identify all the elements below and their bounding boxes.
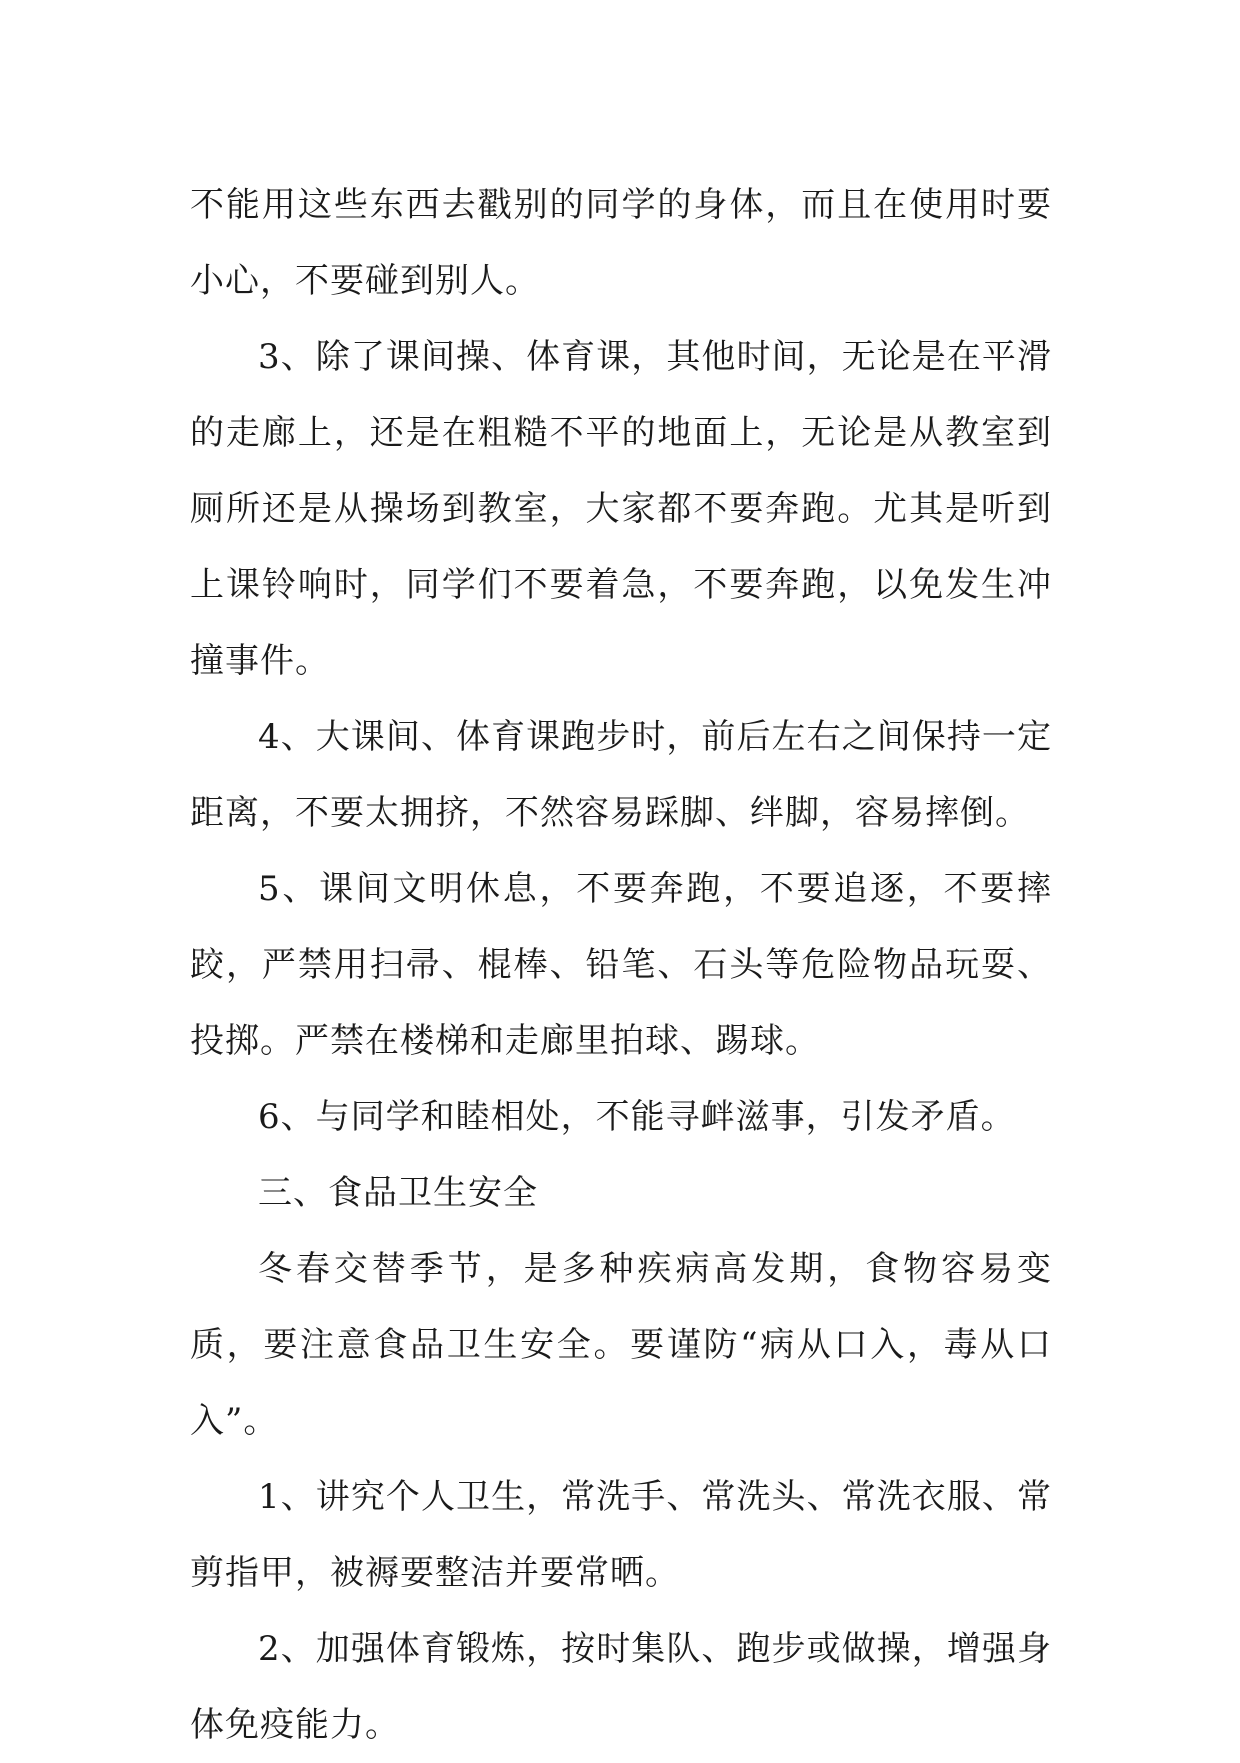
paragraph-continuation: 不能用这些东西去戳别的同学的身体，而且在使用时要小心，不要碰到别人。: [190, 185, 1052, 301]
paragraph-item-3: 3、除了课间操、体育课，其他时间，无论是在平滑的走廊上，还是在粗糙不平的地面上，无论是从教室到厕所还是从操场到教室，大家都不要奔跑。尤其是听到上课铃响时，同学们不要着急，不要奔跑，以免发生冲撞事件。: [190, 337, 1052, 681]
paragraph-item-5: 5、课间文明休息，不要奔跑，不要追逐，不要摔跤，严禁用扫帚、棍棒、铅笔、石头等危险物品玩耍、投掷。严禁在楼梯和走廊里拍球、踢球。: [190, 869, 1052, 1061]
paragraph-item-6: 6、与同学和睦相处，不能寻衅滋事，引发矛盾。: [258, 1097, 1016, 1137]
paragraph-food-item-2: 2、加强体育锻炼，按时集队、跑步或做操，增强身体免疫能力。: [190, 1629, 1052, 1745]
section-heading-food-safety: 三、食品卫生安全: [258, 1173, 538, 1213]
paragraph-item-4: 4、大课间、体育课跑步时，前后左右之间保持一定距离，不要太拥挤，不然容易踩脚、绊脚，容易摔倒。: [190, 717, 1052, 833]
paragraph-food-item-1: 1、讲究个人卫生，常洗手、常洗头、常洗衣服、常剪指甲，被褥要整洁并要常晒。: [190, 1477, 1052, 1593]
paragraph-food-intro: 冬春交替季节，是多种疾病高发期，食物容易变质，要注意食品卫生安全。要谨防“病从口入，毒从口入”。: [190, 1249, 1052, 1441]
document-body: [190, 167, 1052, 1763]
